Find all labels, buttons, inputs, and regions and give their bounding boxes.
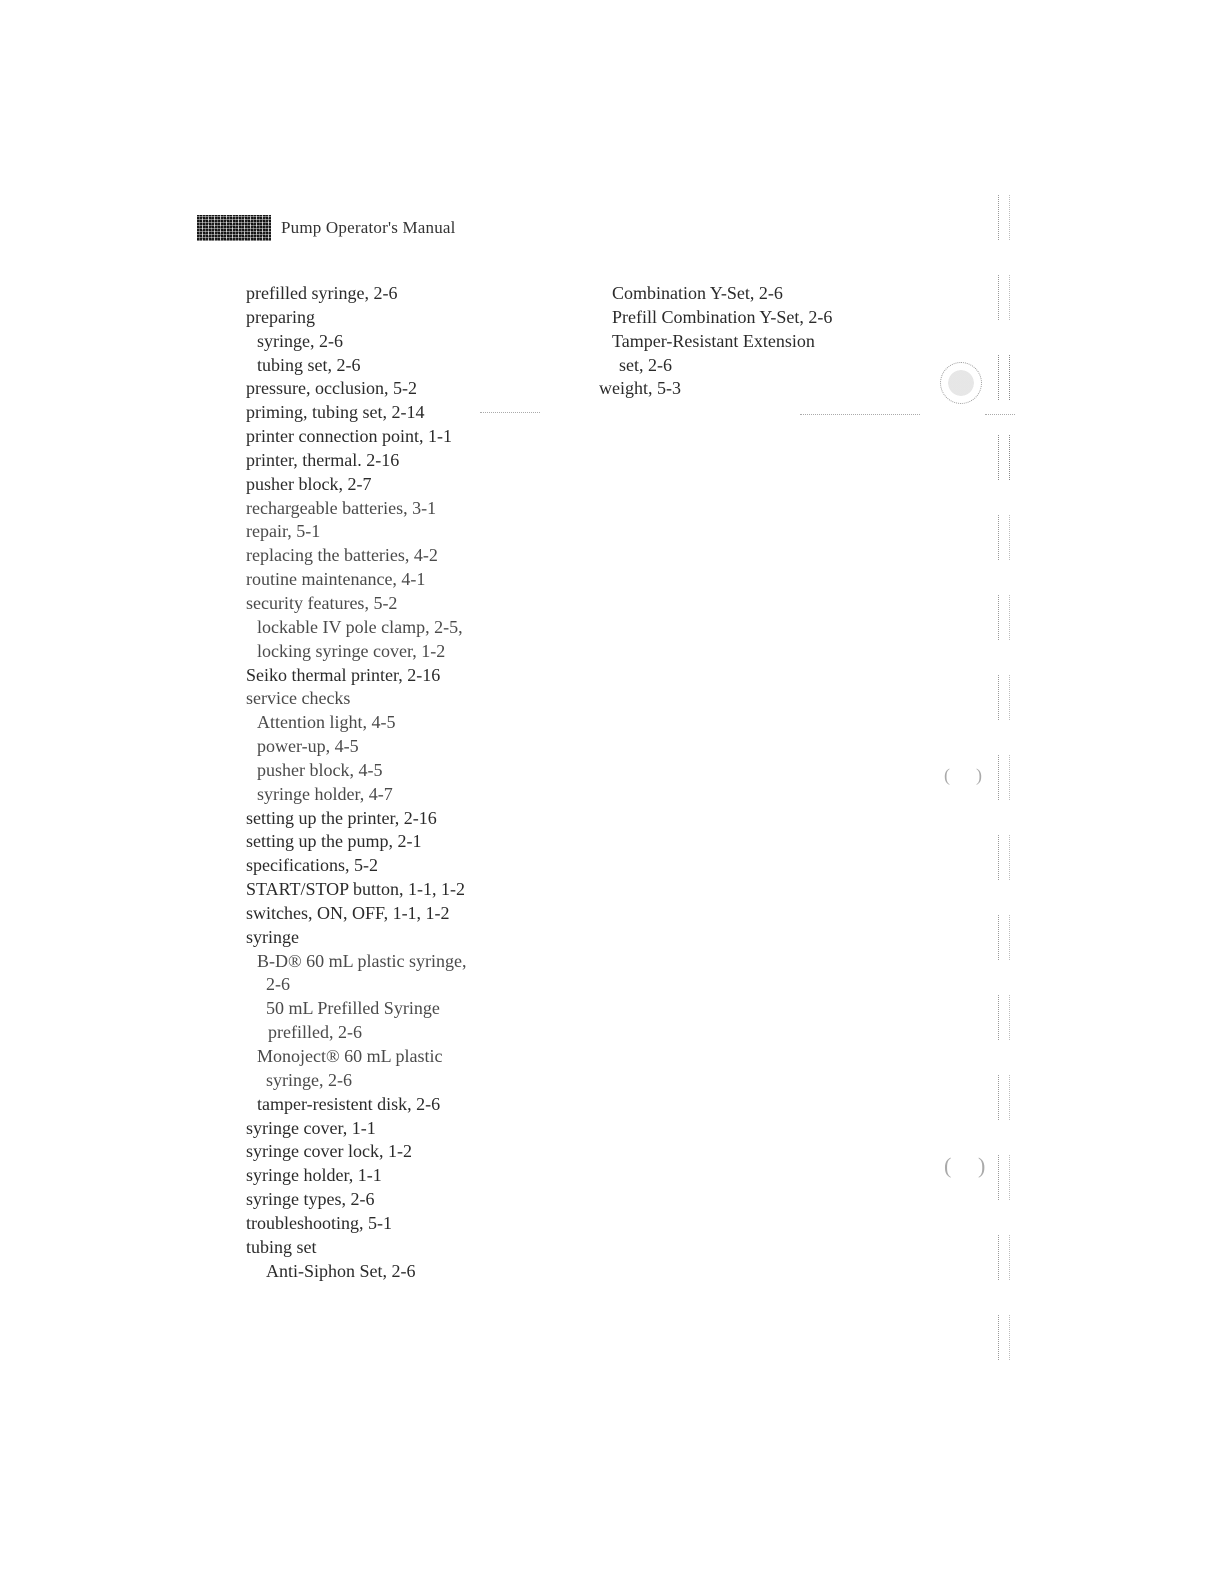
edge-tab-mark bbox=[998, 1155, 1010, 1200]
manufacturer-logo-icon bbox=[197, 215, 271, 241]
index-subentry: locking syringe cover, 1-2 bbox=[257, 640, 446, 661]
index-subentry: prefilled, 2-6 bbox=[268, 1022, 362, 1043]
index-entry: prefilled syringe, 2-6 bbox=[246, 283, 398, 303]
index-entry: START/STOP button, 1-1, 1-2 bbox=[246, 879, 465, 900]
edge-tab-mark bbox=[998, 275, 1010, 320]
index-entry: Seiko thermal printer, 2-16 bbox=[246, 664, 441, 685]
index-entry: rechargeable batteries, 3-1 bbox=[246, 497, 437, 518]
index-entry: troubleshooting, 5-1 bbox=[246, 1212, 392, 1233]
page-header bbox=[197, 214, 456, 242]
scan-mark-icon: ) bbox=[978, 1153, 986, 1178]
index-subentry: syringe, 2-6 bbox=[266, 1069, 352, 1090]
index-subentry: Tamper-Resistant Extension bbox=[612, 330, 815, 351]
index-entry: security features, 5-2 bbox=[246, 592, 398, 613]
edge-tab-marks bbox=[990, 195, 1020, 1375]
index-subentry: syringe, 2-6 bbox=[257, 330, 343, 351]
edge-tab-mark bbox=[998, 195, 1010, 240]
index-subentry: 50 mL Prefilled Syringe bbox=[266, 998, 440, 1019]
index-entry: pressure, occlusion, 5-2 bbox=[246, 378, 417, 399]
index-entry: priming, tubing set, 2-14 bbox=[246, 402, 425, 423]
index-subentry: Anti-Siphon Set, 2-6 bbox=[266, 1260, 416, 1281]
index-entry: weight, 5-3 bbox=[599, 378, 681, 399]
edge-tab-mark bbox=[998, 1075, 1010, 1120]
index-column-left bbox=[246, 282, 586, 1283]
index-entry: service checks bbox=[246, 688, 351, 709]
index-subentry: syringe holder, 4-7 bbox=[257, 783, 393, 804]
index-subentry: set, 2-6 bbox=[619, 354, 672, 375]
index-entry: specifications, 5-2 bbox=[246, 855, 378, 876]
index-column-right bbox=[599, 282, 899, 401]
manual-title: Pump Operator's Manual bbox=[281, 218, 456, 237]
scan-mark-icon: ( bbox=[944, 765, 950, 785]
index-subentry: B-D® 60 mL plastic syringe, bbox=[257, 950, 467, 971]
index-subentry: Monoject® 60 mL plastic bbox=[257, 1046, 443, 1066]
scan-mark-icon: ( bbox=[944, 1153, 952, 1178]
scan-mark-icon: ) bbox=[976, 765, 982, 785]
index-entry: switches, ON, OFF, 1-1, 1-2 bbox=[246, 902, 450, 923]
index-subentry: lockable IV pole clamp, 2-5, bbox=[257, 616, 463, 637]
index-subentry: tamper-resistent disk, 2-6 bbox=[257, 1093, 441, 1114]
index-entry: setting up the pump, 2-1 bbox=[246, 831, 422, 852]
index-subentry: pusher block, 4-5 bbox=[257, 759, 383, 780]
index-subentry: Prefill Combination Y-Set, 2-6 bbox=[612, 306, 833, 327]
index-subentry: tubing set, 2-6 bbox=[257, 354, 361, 375]
edge-tab-mark bbox=[998, 1235, 1010, 1280]
index-entry: syringe cover, 1-1 bbox=[246, 1117, 376, 1138]
index-entry: tubing set bbox=[246, 1236, 317, 1257]
index-subentry: Attention light, 4-5 bbox=[257, 712, 396, 733]
edge-tab-mark bbox=[998, 435, 1010, 480]
edge-tab-mark bbox=[998, 915, 1010, 960]
index-entry: pusher block, 2-7 bbox=[246, 473, 372, 494]
dotted-leader bbox=[480, 412, 540, 413]
index-subentry: Combination Y-Set, 2-6 bbox=[612, 283, 783, 303]
dotted-leader bbox=[800, 414, 920, 415]
index-entry: replacing the batteries, 4-2 bbox=[246, 545, 438, 566]
index-entry: syringe cover lock, 1-2 bbox=[246, 1141, 412, 1162]
index-entry: preparing bbox=[246, 306, 315, 327]
edge-tab-mark bbox=[998, 595, 1010, 640]
edge-tab-mark bbox=[998, 675, 1010, 720]
index-entry: routine maintenance, 4-1 bbox=[246, 569, 426, 590]
edge-tab-mark bbox=[998, 995, 1010, 1040]
stamp-icon bbox=[940, 362, 982, 404]
edge-tab-mark bbox=[998, 515, 1010, 560]
index-subentry: 2-6 bbox=[266, 974, 290, 995]
index-entry: repair, 5-1 bbox=[246, 521, 321, 542]
index-subentry: power-up, 4-5 bbox=[257, 736, 359, 757]
index-entry: printer, thermal. 2-16 bbox=[246, 449, 400, 470]
edge-tab-mark bbox=[998, 355, 1010, 400]
index-entry: syringe types, 2-6 bbox=[246, 1189, 375, 1210]
edge-tab-mark bbox=[998, 755, 1010, 800]
edge-tab-mark bbox=[998, 835, 1010, 880]
edge-tab-mark bbox=[998, 1315, 1010, 1360]
index-entry: printer connection point, 1-1 bbox=[246, 426, 452, 447]
index-entry: syringe holder, 1-1 bbox=[246, 1165, 382, 1186]
index-entry: syringe bbox=[246, 926, 299, 947]
index-entry: setting up the printer, 2-16 bbox=[246, 807, 437, 828]
